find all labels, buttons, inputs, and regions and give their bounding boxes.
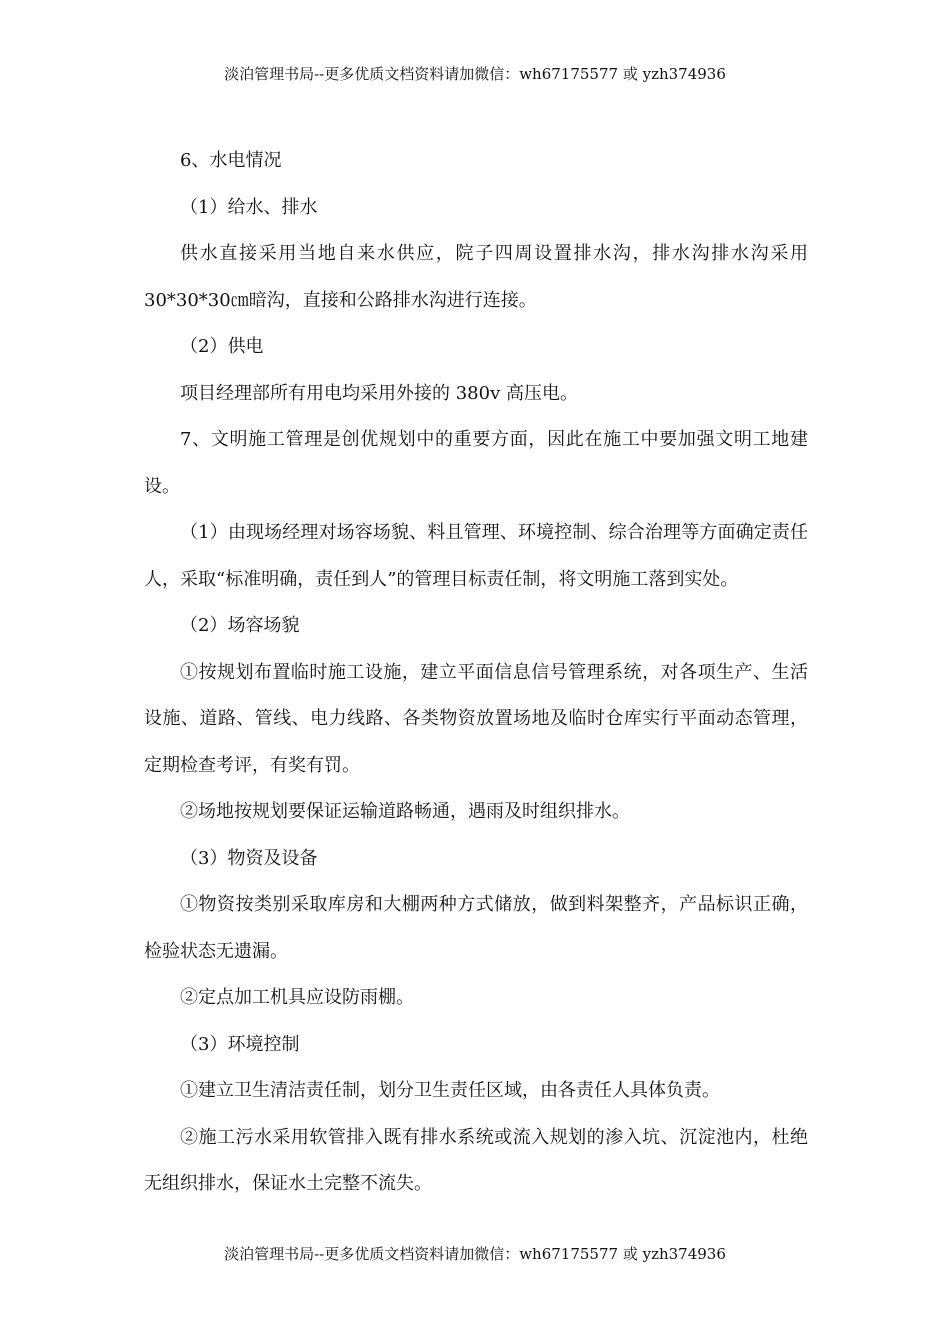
list-item-sewage-drainage: ②施工污水采用软管排入既有排水系统或流入规划的渗入坑、沉淀池内，杜绝无组织排水，保证水土完整不流失。 <box>144 1126 808 1194</box>
subheading-water-supply-drainage: （1）给水、排水 <box>180 196 318 218</box>
paragraph-water-supply: 供水直接采用当地自来水供应，院子四周设置排水沟，排水沟排水沟采用30*30*30㎝暗沟，直接和公路排水沟进行连接。 <box>144 243 808 311</box>
list-item-site-layout: ①按规划布置临时施工设施，建立平面信息信号管理系统，对各项生产、生活设施、道路、管线、电力线路、各类物资放置场地及临时仓库实行平面动态管理，定期检查考评，有奖有罚。 <box>144 661 808 776</box>
page-footer: 淡泊管理书局--更多优质文档资料请加微信：wh67175577 或 yzh374936 <box>224 1245 726 1263</box>
list-item-site-roads: ②场地按规划要保证运输道路畅通，遇雨及时组织排水。 <box>180 801 630 822</box>
subheading-power-supply: （2）供电 <box>180 336 264 357</box>
subheading-site-appearance: （2）场容场貌 <box>180 615 300 636</box>
list-item-hygiene-responsibility: ①建立卫生清洁责任制，划分卫生责任区域，由各责任人具体负责。 <box>180 1080 720 1101</box>
page-header: 淡泊管理书局--更多优质文档资料请加微信：wh67175577 或 yzh374936 <box>224 65 726 83</box>
paragraph-responsibility: （1）由现场经理对场容场貌、料且管理、环境控制、综合治理等方面确定责任人，采取“标准明确，责任到人”的管理目标责任制，将文明施工落到实处。 <box>144 522 808 590</box>
document-body <box>144 138 808 1208</box>
section-heading-water-electricity: 6、水电情况 <box>180 150 282 171</box>
subheading-materials-equipment: （3）物资及设备 <box>180 847 318 869</box>
paragraph-power-supply: 项目经理部所有用电均采用外接的 380v 高压电。 <box>180 382 578 404</box>
subheading-environment-control: （3）环境控制 <box>180 1033 300 1055</box>
list-item-material-storage: ①物资按类别采取库房和大棚两种方式储放，做到料架整齐，产品标识正确，检验状态无遗漏。 <box>144 894 808 962</box>
section-heading-civilized-construction: 7、文明施工管理是创优规划中的重要方面，因此在施工中要加强文明工地建设。 <box>144 429 808 497</box>
list-item-rain-shelter: ②定点加工机具应设防雨棚。 <box>180 987 414 1008</box>
